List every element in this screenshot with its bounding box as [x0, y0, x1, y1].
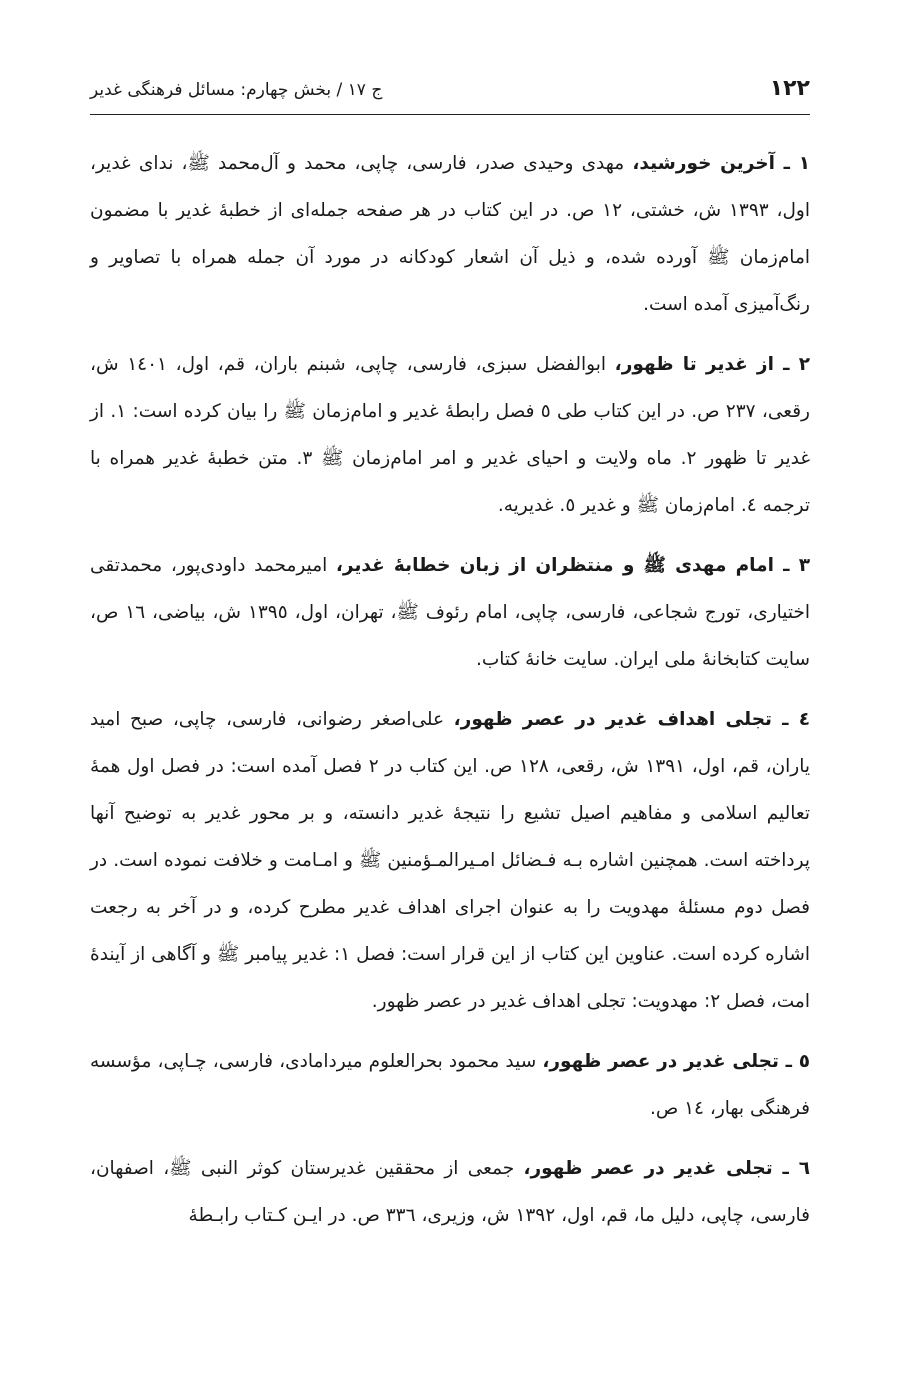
entry-body: سید محمود بحرالعلوم میردامادی، فارسی، چـاپی، مؤسسه فرهنگی بهار، ١٤ ص. — [90, 1051, 810, 1119]
running-head-title: ج ١٧ / بخش چهارم: مسائل فرهنگی غدیر — [90, 80, 383, 100]
main-text — [90, 140, 810, 1252]
entry-body: ابوالفضل سبزی، فارسی، چاپی، شبنم باران، قم، اول، ١٤٠١ ش، رقعی، ٢٣٧ ص. در این کتاب طی ٥ فصل رابطهٔ غدیر و امام‌زمان ﷺ را بیان کرده است: ١. از غدیر تا ظهور ٢. ماه ولایت و احیای غدیر و امر امام‌زمان ﷺ ٣. متن خطبهٔ غدیر همراه با ترجمه ٤. امام‌زمان ﷺ و غدیر ٥. غدیریه. — [90, 354, 810, 516]
bibliography-entry — [90, 140, 810, 328]
bibliography-entry — [90, 542, 810, 683]
entry-title: ٥ ـ تجلی غدیر در عصر ظهور، — [542, 1051, 810, 1072]
entry-title: ٤ ـ تجلی اهداف غدیر در عصر ظهور، — [453, 709, 810, 730]
entry-title: ٦ ـ تجلی غدیر در عصر ظهور، — [523, 1158, 810, 1179]
bibliography-entry — [90, 1038, 810, 1132]
entry-title: ١ ـ آخرین خورشید، — [632, 153, 810, 174]
entry-title: ٢ ـ از غدیر تا ظهور، — [614, 354, 810, 375]
entry-body: جمعی از محققین غدیرستان کوثر النبی ﷺ، اصفهان، فارسی، چاپی، دلیل ما، قم، اول، ١٣٩٢ ش، وزیری، ٣٣٦ ص. در ایـن کـتاب رابـطهٔ — [90, 1158, 810, 1226]
entry-body: علی‌اصغر رضوانی، فارسی، چاپی، صبح امید یاران، قم، اول، ١٣٩١ ش، رقعی، ١٢٨ ص. این کتاب در ٢ فصل آمده است: در فصل اول همهٔ تعالیم اسلامی و مفاهیم اصیل تشیع را نتیجهٔ غدیر دانسته، و بر محور غدیر به توضیح آنها پرداخته است. همچنین اشاره بـه فـضائل امـیرالمـؤمنین ﷺ و امـامت و خلافت نموده است. در فصل دوم مسئلهٔ مهدویت را به عنوان اجرای اهداف غدیر مطرح کرده، و در آخر به رجعت اشاره کرده است. عناوین این کتاب از این قرار است: فصل ١: غدیر پیامبر ﷺ و آگاهی از آیندهٔ امت، فصل ٢: مهدویت: تجلی اهداف غدیر در عصر ظهور. — [90, 709, 811, 1012]
bibliography-entry — [90, 696, 810, 1025]
entry-title: ٣ ـ امام مهدی ﷺ و منتظران از زبان خطابهٔ غدیر، — [335, 555, 810, 576]
book-page — [90, 0, 810, 1390]
entry-body: امیرمحمد داودی‌پور، محمدتقی اختیاری، تورج شجاعی، فارسی، چاپی، امام رئوف ﷺ، تهران، اول، ١٣٩٥ ش، بیاضی، ١٦ ص، سایت کتابخانهٔ ملی ایران. سایت خانهٔ کتاب. — [90, 555, 811, 670]
bibliography-entry — [90, 341, 810, 529]
page-number: ١٢٢ — [769, 76, 810, 101]
running-header — [90, 74, 810, 115]
entry-body: مهدی وحیدی صدر، فارسی، چاپی، محمد و آل‌محمد ﷺ، ندای غدیر، اول، ١٣٩٣ ش، خشتی، ١٢ ص. در این کتاب در هر صفحه جمله‌ای از خطبهٔ غدیر با مضمون امام‌زمان ﷺ آورده شده، و ذیل آن اشعار کودکانه در مورد آن جمله همراه با تصاویر و رنگ‌آمیزی آمده است. — [90, 153, 811, 315]
bibliography-entry — [90, 1145, 810, 1239]
